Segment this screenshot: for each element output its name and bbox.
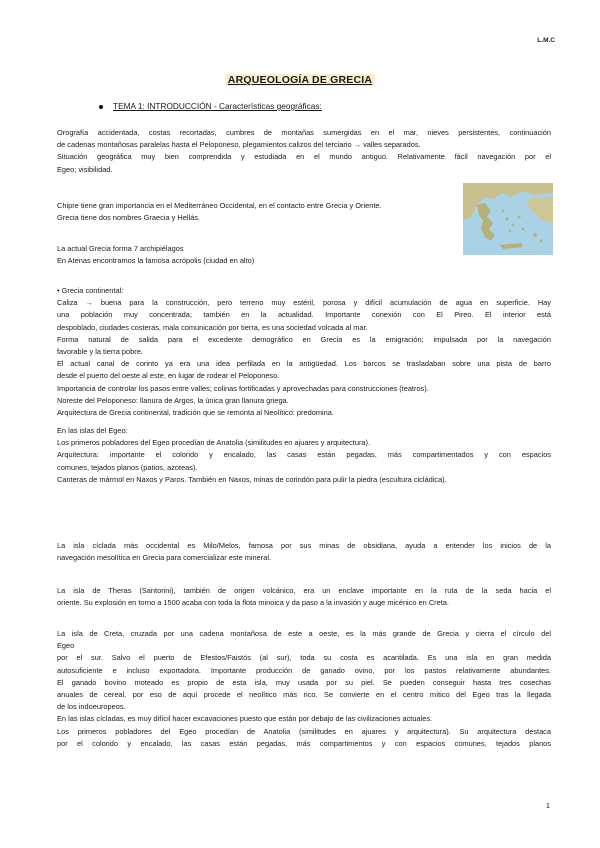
greece-map-image (463, 183, 553, 255)
text-line: de cadenas montañosas paralelas hasta el Peloponeso, plegamientos calizos del terciario → valles separados. (57, 140, 421, 150)
text-line: La isla cíclada más occidental es Milo/Melos, famosa por sus minas de obsidiana, ayuda a entender los inicios de la (57, 541, 551, 550)
text-line: Arquitectura: importante el colorido y encalado, las casas están pegadas, más compartimentados y con espacios (57, 450, 551, 460)
text-line: comunes, tejados planos (patios, azoteas). (57, 462, 198, 472)
text-line: Egeo; visibilidad. (57, 164, 113, 174)
subheading-line: • Grecia continental: (57, 286, 124, 295)
text-line: El actual canal de corinto ya era una idea perfilada en la antigüedad. Los barcos se trasladaban sobre una pista de barro (57, 359, 551, 369)
page-number: 1 (545, 801, 550, 810)
text-line: por el sur. Salvo el puerto de Efestos/Faistós (al sur), toda su costa es acantilada. Es una isla en gran medida (57, 653, 551, 663)
text-line: de los indoeuropeos. (57, 702, 126, 712)
topic-heading (99, 101, 322, 111)
text-line: Noreste del Peloponeso: llanura de Argos, la única gran llanura griega. (57, 395, 289, 405)
paragraph-archipielagos (57, 243, 460, 267)
text-line: Forma natural de salida para el excedente demográfico en Grecia es la emigración; impulsada por la navegación (57, 334, 551, 344)
paragraph-milo (57, 540, 551, 564)
text-line: En las islas cícladas, es muy difícil hacer excavaciones puesto que están por debajo de las civilizaciones actuales. (57, 714, 433, 724)
text-line: Chipre tiene gran importancia en el Mediterráneo Occidental, en el contacto entre Grecia y Oriente. (57, 201, 382, 210)
paragraph-grecia-continental (57, 285, 551, 419)
text-line: Los primeros pobladores del Egeo procedían de Anatolia (similitudes en ajuares y arquitectura). Su arquitectura destaca (57, 726, 551, 736)
document-title: ARQUEOLOGÍA DE GRECIA (225, 74, 375, 86)
text-line: Arquitectura de Grecia continental, tradición que se remonta al Neolítico: predomina. (57, 408, 334, 418)
text-line: navegación mesolítica en Grecia para comercializar este mineral. (57, 553, 272, 563)
text-line: Orografía accidentada, costas recortadas, cumbres de montañas sumergidas en el mar, nieves persistentes, continuación (57, 128, 551, 137)
text-line: despoblado, ciudades costeras, mala comunicación por tierra, es una sociedad volcada al mar. (57, 322, 368, 332)
text-line: Grecia tiene dos nombres Graecia y Hellás. (57, 213, 200, 223)
paragraph-orografia (57, 127, 551, 176)
paragraph-creta (57, 628, 551, 750)
text-line: El ganado bovino moteado es propio de esta isla, muy usada por su piel. Se pueden conseguir hasta tres cosechas (57, 677, 551, 687)
text-line: Egeo (57, 641, 75, 651)
text-line: oriente. Su explosión en torno a 1500 acaba con toda la flota minoica y da paso a la invasión y auge micénico en Creta. (57, 598, 449, 608)
text-line: Importancia de controlar los pasos entre valles; colinas fortificadas y aprovechadas para construcciones (teatros). (57, 383, 429, 393)
paragraph-theras (57, 585, 551, 609)
topic-text: TEMA 1: INTRODUCCIÓN - Características geográficas: (113, 101, 322, 111)
text-line: La actual Grecia forma 7 archipiélagos (57, 244, 184, 253)
text-line: desde el puerto del oeste al este, en lugar de rodear el Peloponeso. (57, 371, 280, 381)
text-line: En Atenas encontramos la famosa acrópolis (ciudad en alto) (57, 256, 255, 266)
text-line: La isla de Creta, cruzada por una cadena montañosa de este a oeste, es la más grande de Grecia y cierra el círculo del (57, 629, 551, 638)
bullet-icon (99, 105, 103, 109)
paragraph-islas-egeo (57, 425, 551, 486)
text-line: La isla de Theras (Santorini), también de origen volcánico, era un enclave importante en la ruta de la seda hacia el (57, 586, 551, 595)
text-line: Los primeros pobladores del Egeo procedían de Anatolia (similitudes en ajuares y arquitectura). (57, 438, 371, 448)
text-line: favorable y la tierra pobre. (57, 347, 143, 357)
text-line: por el colorido y encalado, las casas están pegadas, más compartimentos y con espacios comunes, tejados planos (57, 738, 551, 748)
author-initials: L.M.C (537, 37, 555, 44)
title-container (0, 70, 600, 88)
text-line: anuales de cereal, por eso de aquí procede el neolítico más rico. Se convierte en el centro mítico del Egeo tras la llegada (57, 690, 551, 700)
text-line: autosuficiente e incluso exportadora. Importante producción de ganado ovino, por los pastos relativamente abundantes. (57, 665, 551, 675)
text-line: Caliza → buena para la construcción, pero terreno muy estéril, porosa y difícil acumulación de agua en superficie. Hay (57, 298, 551, 308)
paragraph-chipre (57, 200, 460, 224)
text-line: Canteras de mármol en Naxos y Paros. También en Naxos, minas de corindón para pulir la piedra (escultura cicládica). (57, 474, 447, 484)
text-line: Situación geográfica muy bien comprendida y estudiada en el mundo antiguo. Relativamente fácil navegación por el (57, 152, 551, 162)
subheading-line: En las islas del Egeo: (57, 426, 128, 435)
text-line: una población muy concentrada; también en la actualidad. Importante conexión con El Pireo. El interior está (57, 310, 551, 320)
